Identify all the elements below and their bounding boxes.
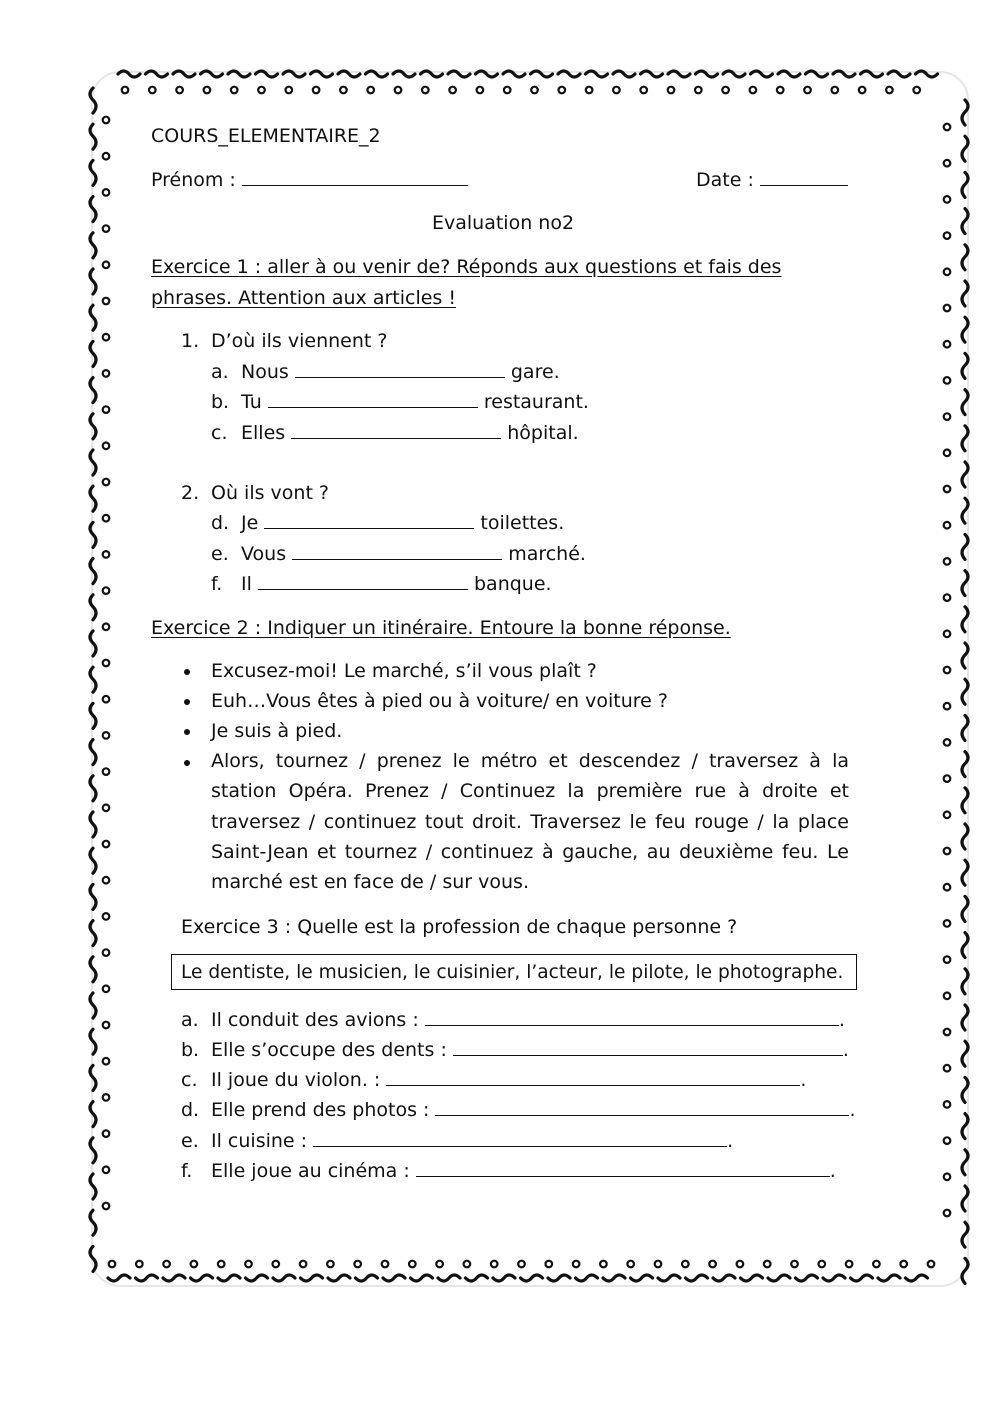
border-dot	[695, 87, 702, 94]
border-dot	[103, 805, 110, 812]
border-dot	[354, 1261, 361, 1268]
border-swirl	[851, 1275, 873, 1281]
border-dot	[103, 732, 110, 739]
question-2-text: Où ils vont ?	[211, 482, 330, 504]
item-text: Il conduit des avions :	[211, 1009, 419, 1031]
item-letter: b.	[211, 391, 230, 413]
border-swirl	[521, 1275, 543, 1281]
border-dot	[103, 117, 110, 124]
border-dot	[944, 1029, 951, 1036]
border-dot	[103, 551, 110, 558]
item-end: banque.	[473, 573, 552, 595]
item-text: Elle s’occupe des dents :	[211, 1039, 447, 1061]
border-swirl	[356, 1275, 378, 1281]
border-dot	[944, 1101, 951, 1108]
border-dot	[382, 1261, 389, 1268]
border-dot	[668, 87, 675, 94]
answer-blank[interactable]	[292, 559, 502, 560]
date-blank[interactable]	[760, 185, 848, 186]
border-dot	[163, 1261, 170, 1268]
border-dot	[546, 1261, 553, 1268]
border-dot	[944, 160, 951, 167]
border-dot	[944, 196, 951, 203]
border-swirl	[906, 1275, 928, 1281]
prenom-blank[interactable]	[242, 185, 468, 186]
item-letter: b.	[181, 1039, 200, 1061]
border-dot	[103, 877, 110, 884]
directions-paragraph: Alors, tournez / prenez le métro et descendez / traversez à la station Opéra. Prenez / Continuez la première rue à droite et traversez / continuez tout droit. Traversez le feu rouge / la place Saint-Jean et tournez / continuez à gauche, au deuxième feu. Le marché est en face de / sur vous.	[211, 750, 849, 894]
dialogue-line: Je suis à pied.	[211, 720, 343, 742]
border-swirl	[136, 1275, 158, 1281]
border-dot	[944, 1174, 951, 1181]
border-dot	[103, 768, 110, 775]
border-dot	[327, 1261, 334, 1268]
item-text: Elle prend des photos :	[211, 1099, 430, 1121]
answer-blank[interactable]	[258, 589, 468, 590]
border-dot	[944, 920, 951, 927]
border-swirl	[631, 1275, 653, 1281]
border-swirl	[383, 1275, 405, 1281]
border-dot	[944, 631, 951, 638]
border-dot	[944, 558, 951, 565]
border-swirl	[962, 1258, 968, 1283]
border-swirl	[246, 1275, 268, 1281]
border-dot	[176, 87, 183, 94]
border-dot	[944, 993, 951, 1000]
border-dot	[600, 1261, 607, 1268]
item-subject: Tu	[241, 391, 262, 413]
border-dot	[944, 1137, 951, 1144]
item-subject: Elles	[241, 422, 286, 444]
border-dot	[103, 298, 110, 305]
bullet-icon	[184, 669, 190, 675]
border-swirl	[658, 1275, 680, 1281]
border-dot	[477, 87, 484, 94]
border-dot	[103, 334, 110, 341]
border-dot	[518, 1261, 525, 1268]
border-dot	[313, 87, 320, 94]
item-subject: Je	[241, 512, 259, 534]
border-swirl	[218, 1275, 240, 1281]
border-swirl	[438, 1275, 460, 1281]
border-dot	[504, 87, 511, 94]
exercise1-heading-line1: Exercice 1 : aller à ou venir de? Réponds aux questions et fais des	[151, 256, 782, 278]
border-dot	[103, 696, 110, 703]
item-subject: Il	[241, 573, 252, 595]
border-dot	[103, 986, 110, 993]
border-dot	[286, 87, 293, 94]
border-dot	[900, 1261, 907, 1268]
list-item	[211, 363, 560, 382]
prenom-field	[151, 171, 468, 190]
border-dot	[944, 124, 951, 131]
item-letter: c.	[211, 422, 228, 444]
border-dot	[655, 1261, 662, 1268]
border-dot	[103, 949, 110, 956]
border-swirl	[328, 1275, 350, 1281]
border-dot	[913, 87, 920, 94]
border-dot	[204, 87, 211, 94]
border-dot	[273, 1261, 280, 1268]
border-dot	[682, 1261, 689, 1268]
list-item: f. Elle joue au cinéma : .	[181, 1160, 836, 1182]
border-dot	[944, 884, 951, 891]
border-dot	[436, 1261, 443, 1268]
border-dot	[944, 305, 951, 312]
bullet-icon	[184, 699, 190, 705]
border-dot	[944, 450, 951, 457]
border-dot	[944, 812, 951, 819]
border-dot	[367, 87, 374, 94]
border-dot	[422, 87, 429, 94]
item-subject: Nous	[241, 361, 289, 383]
list-item	[211, 424, 579, 443]
page-title: Evaluation no2	[432, 212, 575, 234]
border-dot	[103, 189, 110, 196]
border-dot	[944, 377, 951, 384]
border-dot	[300, 1261, 307, 1268]
border-dot	[586, 87, 593, 94]
border-dot	[944, 413, 951, 420]
border-dot	[103, 1167, 110, 1174]
prenom-label: Prénom :	[151, 169, 236, 191]
border-dot	[777, 87, 784, 94]
answer-blank[interactable]	[268, 407, 478, 408]
border-dot	[846, 1261, 853, 1268]
border-dot	[122, 87, 129, 94]
word-bank: Le dentiste, le musicien, le cuisinier, l’acteur, le pilote, le photographe.	[181, 962, 844, 983]
border-dot	[944, 667, 951, 674]
item-subject: Vous	[241, 543, 287, 565]
border-swirl	[191, 1275, 213, 1281]
border-dot	[103, 479, 110, 486]
border-dot	[819, 1261, 826, 1268]
border-dot	[944, 269, 951, 276]
border-swirl	[741, 1275, 763, 1281]
answer-blank[interactable]	[416, 1176, 830, 1177]
border-dot	[409, 1261, 416, 1268]
border-swirl	[466, 1275, 488, 1281]
border-dot	[944, 232, 951, 239]
border-dot	[886, 87, 893, 94]
border-swirl	[878, 1275, 900, 1281]
item-letter: f.	[181, 1160, 193, 1182]
border-dot	[231, 87, 238, 94]
border-swirl	[548, 1275, 570, 1281]
border-swirl	[493, 1275, 515, 1281]
item-end: hôpital.	[507, 422, 579, 444]
border-dot	[464, 1261, 471, 1268]
answer-blank[interactable]	[291, 438, 501, 439]
border-dot	[103, 913, 110, 920]
item-end: marché.	[508, 543, 586, 565]
answer-blank[interactable]	[264, 528, 474, 529]
border-dot	[873, 1261, 880, 1268]
answer-blank[interactable]	[453, 1055, 843, 1056]
border-dot	[103, 587, 110, 594]
border-dot	[103, 1203, 110, 1210]
list-item: a. Il conduit des avions : .	[181, 1009, 845, 1031]
border-dot	[340, 87, 347, 94]
border-dot	[944, 848, 951, 855]
item-letter: f.	[211, 573, 223, 595]
bullet-icon	[184, 760, 190, 766]
border-dot	[531, 87, 538, 94]
border-dot	[103, 841, 110, 848]
border-dot	[627, 1261, 634, 1268]
border-dot	[791, 1261, 798, 1268]
border-dot	[944, 486, 951, 493]
border-dot	[559, 87, 566, 94]
answer-blank[interactable]	[295, 377, 505, 378]
item-end: gare.	[510, 361, 560, 383]
border-dot	[640, 87, 647, 94]
exercise2-heading: Exercice 2 : Indiquer un itinéraire. Entoure la bonne réponse.	[151, 617, 731, 639]
border-dot	[103, 225, 110, 232]
border-dot	[136, 1261, 143, 1268]
border-dot	[944, 1210, 951, 1217]
border-swirl	[301, 1275, 323, 1281]
border-swirl	[796, 1275, 818, 1281]
answer-blank[interactable]	[386, 1085, 800, 1086]
border-swirl	[163, 1275, 185, 1281]
border-swirl	[411, 1275, 433, 1281]
border-dot	[832, 87, 839, 94]
border-dot	[103, 370, 110, 377]
dialogue-line: Euh…Vous êtes à pied ou à voiture/ en voiture ?	[211, 690, 668, 712]
border-dot	[103, 1022, 110, 1029]
border-dot	[109, 1261, 116, 1268]
border-swirl	[603, 1275, 625, 1281]
border-dot	[944, 1065, 951, 1072]
date-field	[696, 171, 848, 190]
item-letter: c.	[181, 1069, 198, 1091]
border-dot	[750, 87, 757, 94]
item-text: Elle joue au cinéma :	[211, 1160, 410, 1182]
border-dot	[245, 1261, 252, 1268]
item-end: toilettes.	[480, 512, 565, 534]
list-item: e. Il cuisine : .	[181, 1130, 734, 1152]
item-letter: e.	[181, 1130, 199, 1152]
border-dot	[722, 87, 729, 94]
list-item	[211, 575, 552, 594]
border-swirl	[713, 1275, 735, 1281]
item-text: Il cuisine :	[211, 1130, 308, 1152]
border-dot	[859, 87, 866, 94]
border-dot	[944, 594, 951, 601]
border-dot	[103, 1130, 110, 1137]
border-dot	[103, 443, 110, 450]
border-dot	[103, 1058, 110, 1065]
answer-blank[interactable]	[435, 1115, 849, 1116]
list-item: c. Il joue du violon. : .	[181, 1069, 807, 1091]
dialogue-line: Excusez-moi! Le marché, s’il vous plaît ?	[211, 660, 597, 682]
item-letter: a.	[211, 361, 229, 383]
border-swirl	[823, 1275, 845, 1281]
border-dot	[573, 1261, 580, 1268]
question-2-number: 2.	[181, 482, 200, 504]
border-swirl	[273, 1275, 295, 1281]
border-swirl	[576, 1275, 598, 1281]
list-item: d. Elle prend des photos : .	[181, 1099, 856, 1121]
bullet-icon	[184, 729, 190, 735]
border-dot	[103, 624, 110, 631]
answer-blank[interactable]	[425, 1025, 839, 1026]
border-dot	[944, 775, 951, 782]
border-dot	[944, 739, 951, 746]
list-item	[211, 514, 564, 533]
list-item	[211, 393, 589, 412]
item-end: restaurant.	[483, 391, 589, 413]
list-item	[211, 545, 586, 564]
border-swirl	[768, 1275, 790, 1281]
question-1-number: 1.	[181, 330, 200, 352]
date-label: Date :	[696, 169, 754, 191]
border-dot	[103, 515, 110, 522]
exercise3-heading: Exercice 3 : Quelle est la profession de chaque personne ?	[181, 916, 738, 938]
border-dot	[709, 1261, 716, 1268]
border-dot	[804, 87, 811, 94]
exercise1-heading-line2: phrases. Attention aux articles !	[151, 287, 456, 309]
border-dot	[149, 87, 156, 94]
border-dot	[395, 87, 402, 94]
item-text: Il joue du violon. :	[211, 1069, 381, 1091]
border-dot	[764, 1261, 771, 1268]
border-dot	[944, 956, 951, 963]
border-dot	[737, 1261, 744, 1268]
item-letter: d.	[181, 1099, 200, 1121]
border-dot	[928, 1261, 935, 1268]
item-letter: d.	[211, 512, 230, 534]
item-letter: a.	[181, 1009, 199, 1031]
border-swirl	[108, 1275, 130, 1281]
border-dot	[191, 1261, 198, 1268]
course-title: COURS_ELEMENTAIRE_2	[151, 125, 381, 147]
item-letter: e.	[211, 543, 229, 565]
border-dot	[944, 522, 951, 529]
border-dot	[258, 87, 265, 94]
border-dot	[944, 703, 951, 710]
border-dot	[103, 262, 110, 269]
list-item: b. Elle s’occupe des dents : .	[181, 1039, 849, 1061]
border-dot	[103, 660, 110, 667]
border-dot	[103, 1094, 110, 1101]
border-dot	[491, 1261, 498, 1268]
border-dot	[218, 1261, 225, 1268]
question-1-text: D’où ils viennent ?	[211, 330, 388, 352]
border-dot	[103, 153, 110, 160]
border-dot	[613, 87, 620, 94]
border-dot	[449, 87, 456, 94]
answer-blank[interactable]	[313, 1146, 727, 1147]
border-swirl	[686, 1275, 708, 1281]
border-dot	[103, 406, 110, 413]
border-dot	[944, 341, 951, 348]
